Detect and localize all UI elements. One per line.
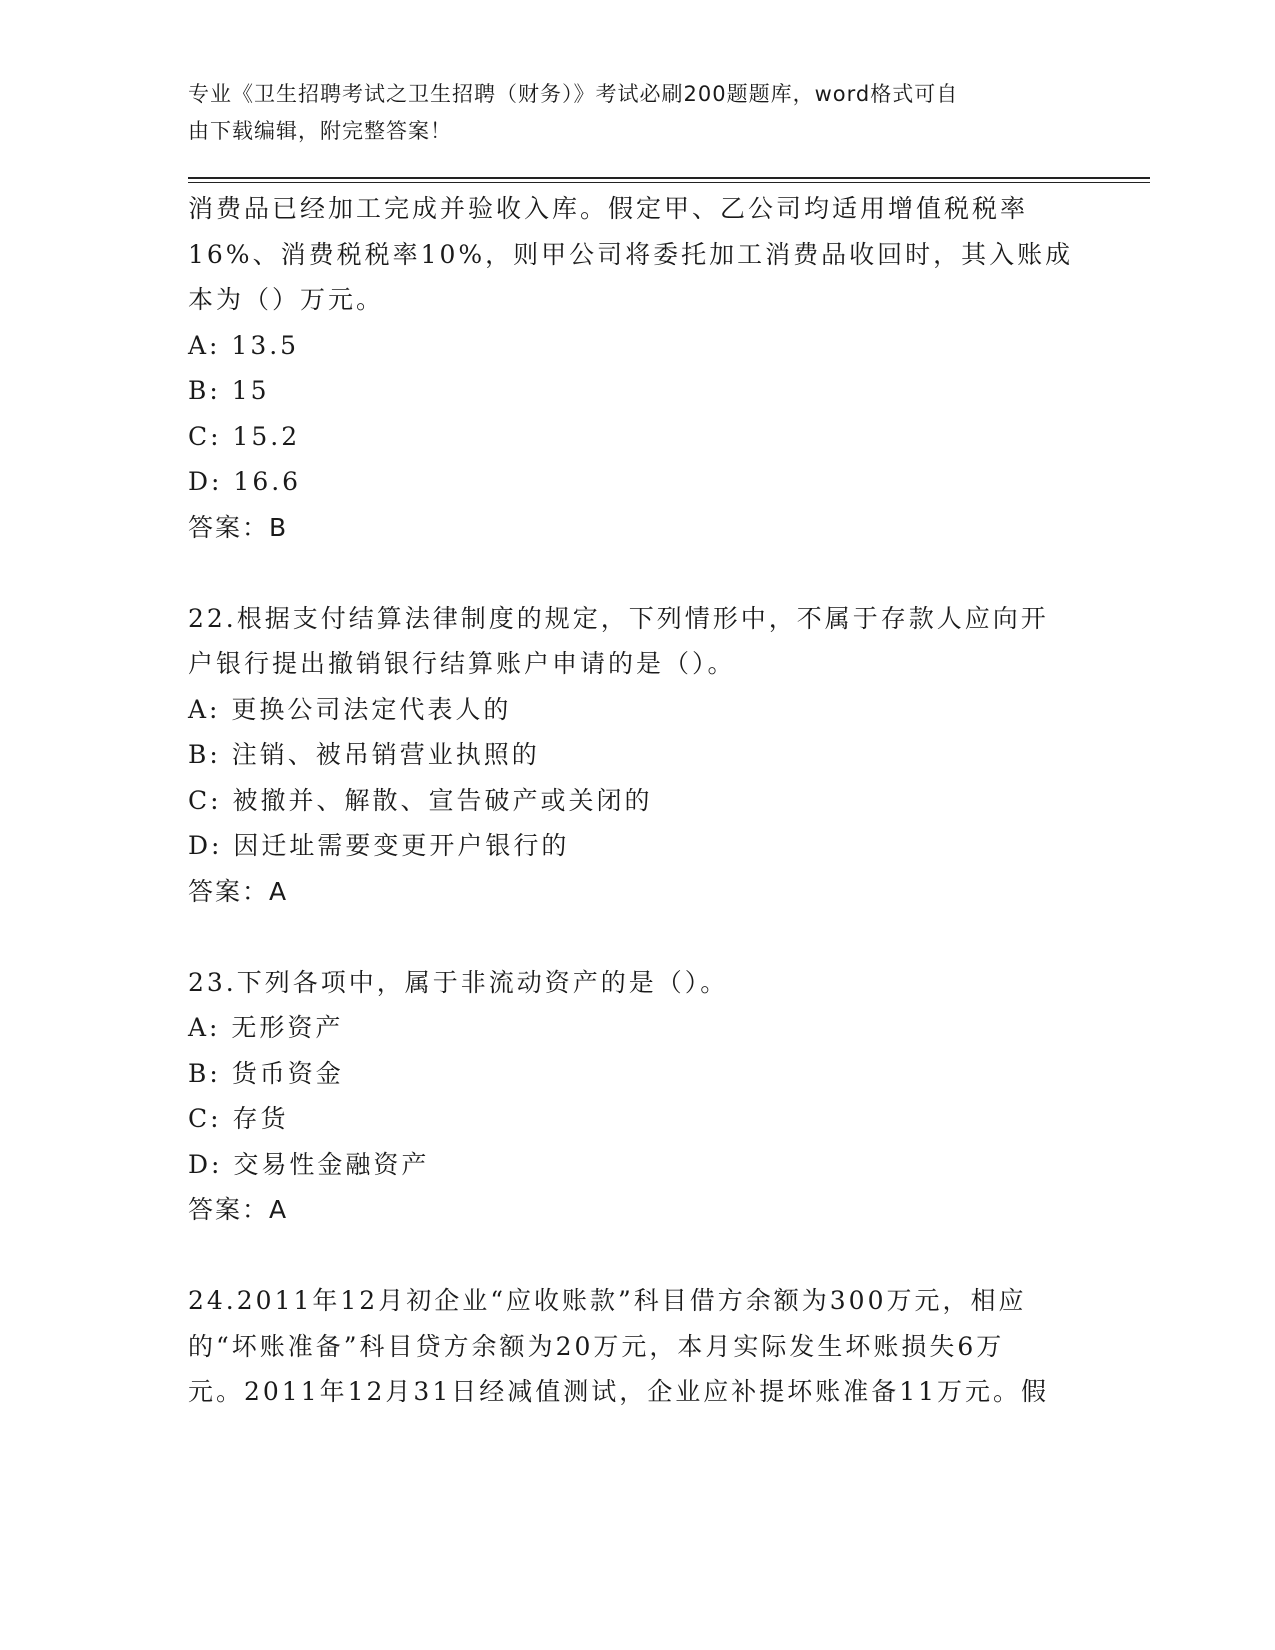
question-stem-line: 22.根据支付结算法律制度的规定，下列情形中，不属于存款人应向开 bbox=[188, 603, 1049, 633]
option-a: A: 更换公司法定代表人的 bbox=[188, 694, 512, 724]
question-list bbox=[188, 186, 1088, 1415]
question-stem-line: 23.下列各项中，属于非流动资产的是（）。 bbox=[188, 967, 729, 997]
document-header bbox=[188, 76, 1068, 150]
option-a: A: 13.5 bbox=[188, 330, 300, 360]
question-stem-line: 16%、消费税税率10%，则甲公司将委托加工消费品收回时，其入账成 bbox=[188, 239, 1074, 269]
option-d: D: 交易性金融资产 bbox=[188, 1149, 430, 1179]
question-stem-line: 的“坏账准备”科目贷方余额为20万元，本月实际发生坏账损失6万 bbox=[188, 1331, 1005, 1361]
option-b: B: 15 bbox=[188, 376, 270, 405]
answer-label: 答案：B bbox=[188, 512, 289, 542]
question-stem-line: 24.2011年12月初企业“应收账款”科目借方余额为300万元，相应 bbox=[188, 1286, 1027, 1315]
option-c: C: 存货 bbox=[188, 1104, 289, 1133]
header-divider-thin bbox=[188, 182, 1150, 183]
answer-label: 答案：A bbox=[188, 1195, 289, 1224]
question-stem-line: 户银行提出撤销银行结算账户申请的是（）。 bbox=[188, 649, 736, 678]
option-d: D: 因迁址需要变更开户银行的 bbox=[188, 831, 570, 860]
option-b: B: 注销、被吊销营业执照的 bbox=[188, 740, 540, 769]
header-line-1: 专业《卫生招聘考试之卫生招聘（财务）》考试必刷200题题库，word格式可自 bbox=[188, 82, 959, 106]
question-stem-line: 元。2011年12月31日经减值测试，企业应补提坏账准备11万元。假 bbox=[188, 1377, 1050, 1406]
option-a: A: 无形资产 bbox=[188, 1013, 344, 1042]
question-stem-line: 消费品已经加工完成并验收入库。假定甲、乙公司均适用增值税税率 bbox=[188, 194, 1029, 223]
option-c: C: 被撤并、解散、宣告破产或关闭的 bbox=[188, 785, 653, 815]
header-divider-thick bbox=[188, 177, 1150, 179]
question-24 bbox=[188, 1278, 1088, 1415]
header-line-2: 由下载编辑，附完整答案！ bbox=[188, 119, 452, 143]
question-23 bbox=[188, 960, 1088, 1233]
question-spacer bbox=[188, 914, 1088, 960]
option-b: B: 货币资金 bbox=[188, 1058, 344, 1088]
question-21 bbox=[188, 186, 1088, 550]
question-spacer bbox=[188, 550, 1088, 596]
question-22 bbox=[188, 596, 1088, 915]
answer-label: 答案：A bbox=[188, 876, 289, 906]
option-d: D: 16.6 bbox=[188, 467, 302, 496]
question-spacer bbox=[188, 1233, 1088, 1279]
question-stem-line: 本为（）万元。 bbox=[188, 285, 385, 314]
option-c: C: 15.2 bbox=[188, 421, 301, 451]
